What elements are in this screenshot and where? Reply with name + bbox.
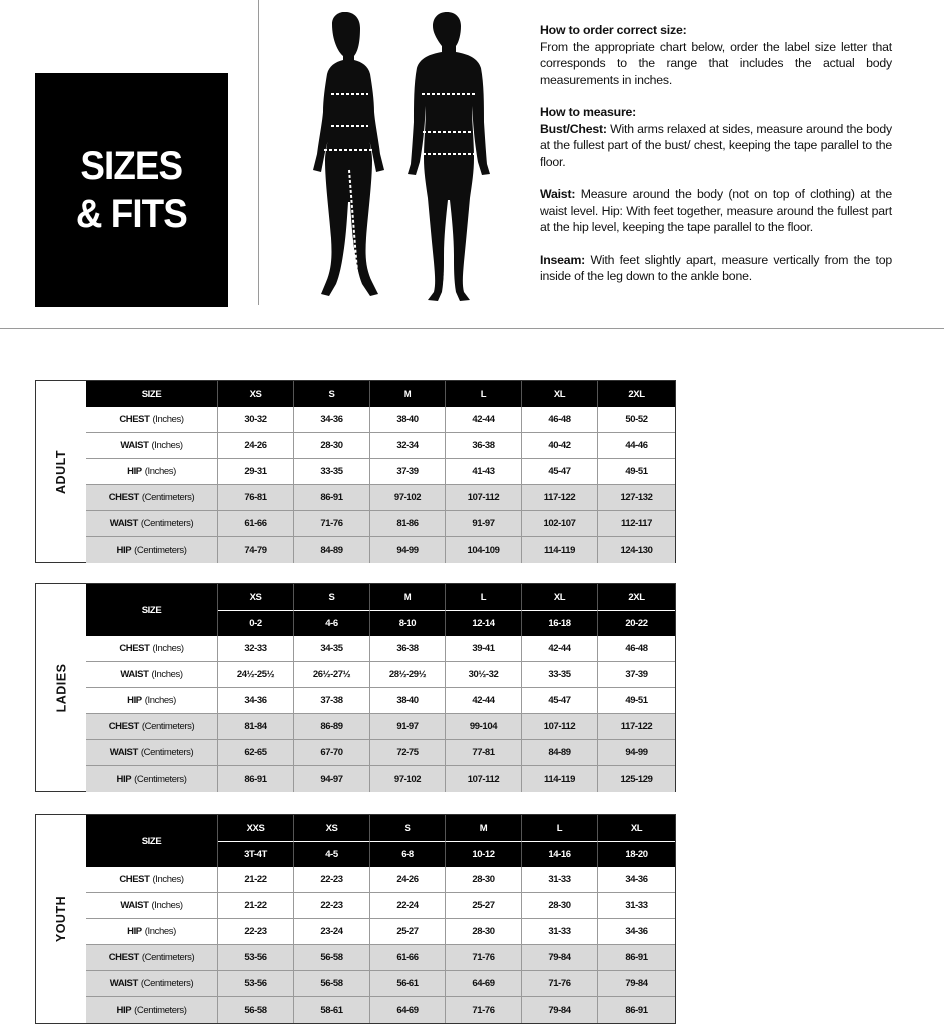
table-cell: 28-30 (522, 893, 598, 919)
table-cell: 86-91 (294, 485, 370, 511)
measurement-label (86, 662, 218, 688)
measurement-label (86, 485, 218, 511)
table-cell: 36-38 (446, 433, 522, 459)
measurement-name: CHEST (108, 492, 139, 503)
measurement-name: WAIST (109, 747, 138, 758)
table-cell: 56-58 (218, 997, 294, 1023)
waist-label: Waist: (540, 187, 576, 201)
table-cell: 107-112 (446, 766, 522, 792)
youth-table-body (86, 815, 675, 1023)
table-cell: 91-97 (370, 714, 446, 740)
table-cell: 32-33 (218, 636, 294, 662)
table-cell: 112-117 (598, 511, 675, 537)
table-cell: 31-33 (598, 893, 675, 919)
table-cell: 33-35 (522, 662, 598, 688)
measurement-unit: (Centimeters) (141, 721, 195, 732)
table-cell: 28½-29½ (370, 662, 446, 688)
table-cell: 37-38 (294, 688, 370, 714)
table-cell: 34-35 (294, 636, 370, 662)
table-cell: 81-86 (370, 511, 446, 537)
measurement-name: HIP (127, 466, 142, 477)
table-row (86, 537, 675, 563)
size-header-cell: S (370, 815, 446, 841)
measurement-name: HIP (127, 926, 142, 937)
table-cell: 107-112 (446, 485, 522, 511)
numeric-size-cell: 20-22 (598, 610, 675, 636)
measurement-name: CHEST (119, 874, 150, 885)
measurement-label (86, 893, 218, 919)
youth-size-table (35, 814, 676, 1024)
measurement-name: HIP (127, 695, 142, 706)
measurement-unit: (Centimeters) (140, 978, 194, 989)
table-cell: 22-23 (294, 867, 370, 893)
measurement-label (86, 919, 218, 945)
size-header-cell: L (522, 815, 598, 841)
table-cell: 77-81 (446, 740, 522, 766)
table-cell: 79-84 (522, 945, 598, 971)
numeric-size-cell: 18-20 (598, 841, 675, 867)
measurement-name: CHEST (119, 414, 150, 425)
measurement-unit: (Inches) (152, 874, 184, 885)
inseam-section (540, 252, 892, 285)
numeric-size-cell: 0-2 (218, 610, 294, 636)
table-cell: 46-48 (522, 407, 598, 433)
numeric-size-cell: 16-18 (522, 610, 598, 636)
table-cell: 23-24 (294, 919, 370, 945)
measurement-unit: (Inches) (144, 695, 176, 706)
table-cell: 86-91 (598, 945, 675, 971)
table-cell: 86-91 (598, 997, 675, 1023)
table-cell: 81-84 (218, 714, 294, 740)
table-cell: 71-76 (446, 945, 522, 971)
table-row (86, 407, 675, 433)
table-row (86, 997, 675, 1023)
measurement-name: CHEST (119, 643, 150, 654)
table-cell: 114-119 (522, 766, 598, 792)
table-row (86, 740, 675, 766)
measurement-name: WAIST (109, 518, 138, 529)
table-cell: 56-61 (370, 971, 446, 997)
table-cell: 50-52 (598, 407, 675, 433)
numeric-size-cell: 3T-4T (218, 841, 294, 867)
table-row (86, 919, 675, 945)
table-cell: 45-47 (522, 688, 598, 714)
size-header: SIZE (86, 381, 218, 407)
measurement-unit: (Inches) (152, 414, 184, 425)
table-cell: 56-58 (294, 971, 370, 997)
size-header-cell: 2XL (598, 381, 675, 407)
table-cell: 97-102 (370, 766, 446, 792)
table-cell: 34-36 (294, 407, 370, 433)
measurement-label (86, 407, 218, 433)
table-cell: 39-41 (446, 636, 522, 662)
table-cell: 76-81 (218, 485, 294, 511)
measurement-unit: (Centimeters) (140, 518, 194, 529)
table-cell: 74-79 (218, 537, 294, 563)
table-cell: 67-70 (294, 740, 370, 766)
size-header-cell: M (370, 584, 446, 610)
measurement-name: WAIST (109, 978, 138, 989)
title-line-2: & FITS (75, 192, 188, 236)
measurement-label (86, 714, 218, 740)
measurement-name: HIP (116, 1004, 132, 1016)
order-text: From the appropriate chart below, order the label size letter that corresponds to the range that includes the actual body measurements in inches. (540, 39, 892, 87)
table-cell: 37-39 (598, 662, 675, 688)
measurement-name: CHEST (108, 952, 139, 963)
size-header: SIZE (86, 815, 218, 867)
size-header-cell: S (294, 584, 370, 610)
male-silhouette (408, 12, 490, 301)
adult-table-body (86, 381, 675, 562)
table-cell: 94-99 (598, 740, 675, 766)
table-cell: 117-122 (522, 485, 598, 511)
table-cell: 45-47 (522, 459, 598, 485)
measurement-label (86, 997, 218, 1023)
size-header: SIZE (86, 584, 218, 636)
bust-label: Bust/Chest: (540, 121, 607, 136)
table-cell: 84-89 (294, 537, 370, 563)
table-cell: 124-130 (598, 537, 675, 563)
table-cell: 79-84 (598, 971, 675, 997)
size-header-cell: XL (522, 584, 598, 610)
table-cell: 34-36 (218, 688, 294, 714)
table-cell: 36-38 (370, 636, 446, 662)
table-row (86, 714, 675, 740)
measurement-unit: (Centimeters) (140, 747, 194, 758)
measurement-label (86, 636, 218, 662)
measurement-unit: (Centimeters) (134, 773, 187, 785)
table-cell: 29-31 (218, 459, 294, 485)
measurement-name: HIP (116, 773, 132, 785)
table-cell: 61-66 (370, 945, 446, 971)
measure-section (540, 104, 892, 170)
table-cell: 97-102 (370, 485, 446, 511)
measurement-name: WAIST (120, 900, 149, 911)
table-cell: 33-35 (294, 459, 370, 485)
measurement-label (86, 459, 218, 485)
table-row (86, 688, 675, 714)
youth-side-label: YOUTH (54, 895, 68, 943)
table-cell: 37-39 (370, 459, 446, 485)
table-cell: 22-23 (218, 919, 294, 945)
table-row (86, 971, 675, 997)
measurement-unit: (Centimeters) (134, 1004, 187, 1016)
size-header-cell: M (446, 815, 522, 841)
table-cell: 31-33 (522, 919, 598, 945)
table-row (86, 766, 675, 792)
ladies-size-table (35, 583, 676, 792)
table-cell: 40-42 (522, 433, 598, 459)
measurement-unit: (Inches) (151, 900, 183, 911)
adult-side-label: ADULT (54, 449, 68, 494)
inseam-text: With feet slightly apart, measure vertically from the top inside of the leg down to the ankle bone. (540, 252, 893, 283)
table-row (86, 662, 675, 688)
table-cell: 64-69 (370, 997, 446, 1023)
table-cell: 91-97 (446, 511, 522, 537)
table-cell: 104-109 (446, 537, 522, 563)
measurement-label (86, 740, 218, 766)
inseam-label: Inseam: (540, 252, 586, 267)
table-cell: 28-30 (446, 919, 522, 945)
table-row (86, 511, 675, 537)
table-cell: 24-26 (370, 867, 446, 893)
table-cell: 62-65 (218, 740, 294, 766)
table-cell: 71-76 (522, 971, 598, 997)
table-cell: 30½-32 (446, 662, 522, 688)
table-cell: 22-24 (370, 893, 446, 919)
table-cell: 24½-25½ (218, 662, 294, 688)
measurement-label (86, 945, 218, 971)
size-header-cell: M (370, 381, 446, 407)
table-cell: 117-122 (598, 714, 675, 740)
measurement-label (86, 867, 218, 893)
size-header-cell: XS (218, 584, 294, 610)
measurement-unit: (Inches) (151, 669, 183, 680)
table-cell: 49-51 (598, 688, 675, 714)
vertical-divider (258, 0, 259, 305)
waist-text: Measure around the body (not on top of clothing) at the waist level. Hip: With feet together, measure around the fullest part at the hip level, keeping the tape parallel to the floor. (540, 187, 893, 234)
table-cell: 46-48 (598, 636, 675, 662)
measurement-label (86, 971, 218, 997)
table-cell: 34-36 (598, 919, 675, 945)
table-cell: 58-61 (294, 997, 370, 1023)
measurement-label (86, 433, 218, 459)
ladies-side-label: LADIES (54, 663, 68, 712)
table-cell: 84-89 (522, 740, 598, 766)
size-header-cell: XL (598, 815, 675, 841)
measurement-name: WAIST (120, 440, 149, 451)
numeric-size-cell: 14-16 (522, 841, 598, 867)
measurement-label (86, 766, 218, 792)
table-cell: 56-58 (294, 945, 370, 971)
table-cell: 44-46 (598, 433, 675, 459)
size-header-cell: XS (218, 381, 294, 407)
numeric-size-cell: 4-6 (294, 610, 370, 636)
adult-size-table (35, 380, 676, 563)
numeric-size-cell: 8-10 (370, 610, 446, 636)
table-cell: 42-44 (446, 688, 522, 714)
table-row (86, 459, 675, 485)
table-cell: 25-27 (446, 893, 522, 919)
table-row (86, 945, 675, 971)
table-cell: 127-132 (598, 485, 675, 511)
size-header-cell: XL (522, 381, 598, 407)
table-row (86, 893, 675, 919)
order-section (540, 22, 892, 88)
table-cell: 71-76 (294, 511, 370, 537)
table-cell: 30-32 (218, 407, 294, 433)
table-cell: 42-44 (522, 636, 598, 662)
measurement-label (86, 537, 218, 563)
measurement-name: CHEST (108, 721, 139, 732)
measurement-unit: (Centimeters) (141, 492, 195, 503)
table-cell: 28-30 (446, 867, 522, 893)
table-cell: 86-89 (294, 714, 370, 740)
table-cell: 38-40 (370, 407, 446, 433)
table-row (86, 867, 675, 893)
table-cell: 114-119 (522, 537, 598, 563)
body-measurement-figures (302, 12, 497, 304)
numeric-size-cell: 6-8 (370, 841, 446, 867)
measurement-unit: (Inches) (151, 440, 183, 451)
numeric-size-cell: 4-5 (294, 841, 370, 867)
measurement-unit: (Centimeters) (141, 952, 195, 963)
table-row (86, 636, 675, 662)
table-cell: 86-91 (218, 766, 294, 792)
numeric-size-cell: 12-14 (446, 610, 522, 636)
size-header-cell: L (446, 381, 522, 407)
order-heading: How to order correct size: (540, 23, 687, 37)
waist-section (540, 186, 892, 236)
table-cell: 79-84 (522, 997, 598, 1023)
horizontal-divider (0, 328, 944, 329)
measurement-name: WAIST (120, 669, 149, 680)
size-header-cell: L (446, 584, 522, 610)
table-cell: 49-51 (598, 459, 675, 485)
table-cell: 99-104 (446, 714, 522, 740)
table-cell: 28-30 (294, 433, 370, 459)
table-cell: 21-22 (218, 893, 294, 919)
table-cell: 21-22 (218, 867, 294, 893)
table-cell: 25-27 (370, 919, 446, 945)
table-cell: 64-69 (446, 971, 522, 997)
size-header-cell: XXS (218, 815, 294, 841)
size-header-cell: S (294, 381, 370, 407)
measurement-unit: (Inches) (152, 643, 184, 654)
table-cell: 61-66 (218, 511, 294, 537)
numeric-size-cell: 10-12 (446, 841, 522, 867)
table-cell: 94-97 (294, 766, 370, 792)
table-cell: 41-43 (446, 459, 522, 485)
ladies-table-body (86, 584, 675, 791)
title-box (35, 73, 228, 307)
bust-text: With arms relaxed at sides, measure around the body at the fullest part of the bust/ chest, keeping the tape parallel to the floor. (540, 121, 893, 169)
table-cell: 72-75 (370, 740, 446, 766)
measurement-name: HIP (116, 544, 132, 556)
title-line-1: SIZES (80, 144, 183, 188)
table-cell: 24-26 (218, 433, 294, 459)
table-cell: 38-40 (370, 688, 446, 714)
measurement-unit: (Centimeters) (134, 544, 187, 556)
measurement-unit: (Inches) (144, 926, 176, 937)
table-cell: 22-23 (294, 893, 370, 919)
table-row (86, 433, 675, 459)
table-cell: 125-129 (598, 766, 675, 792)
measurement-unit: (Inches) (144, 466, 176, 477)
size-header-cell: 2XL (598, 584, 675, 610)
measurement-label (86, 511, 218, 537)
adult-header-row (86, 381, 675, 407)
measure-heading: How to measure: (540, 105, 637, 119)
table-cell: 53-56 (218, 945, 294, 971)
table-cell: 42-44 (446, 407, 522, 433)
table-row (86, 485, 675, 511)
table-cell: 34-36 (598, 867, 675, 893)
size-header-cell: XS (294, 815, 370, 841)
table-cell: 94-99 (370, 537, 446, 563)
table-cell: 31-33 (522, 867, 598, 893)
female-silhouette (313, 12, 384, 296)
table-cell: 71-76 (446, 997, 522, 1023)
measurement-label (86, 688, 218, 714)
table-cell: 107-112 (522, 714, 598, 740)
table-cell: 102-107 (522, 511, 598, 537)
table-cell: 32-34 (370, 433, 446, 459)
table-cell: 26½-27½ (294, 662, 370, 688)
instructions (540, 22, 892, 301)
table-cell: 53-56 (218, 971, 294, 997)
